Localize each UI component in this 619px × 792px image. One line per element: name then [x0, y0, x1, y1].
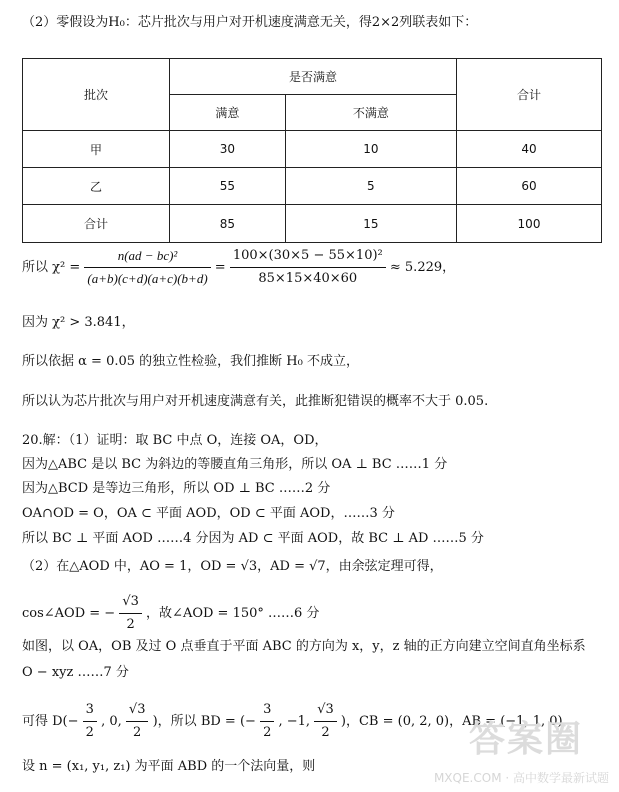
header-batch: 批次	[23, 59, 170, 131]
text-line: 因为△ABC 是以 BC 为斜边的等腰直角三角形，所以 OA ⊥ BC ……1 分	[22, 457, 448, 472]
cell: 15	[285, 205, 456, 243]
bd-num-2: √3	[314, 700, 337, 722]
d-den-2: 2	[133, 725, 142, 740]
row-label: 合计	[23, 205, 170, 243]
header-total: 合计	[457, 59, 602, 131]
chi-den-general: (a+b)(c+d)(a+c)(b+d)	[87, 271, 208, 286]
d-frac-2	[126, 700, 149, 743]
cos-num: √3	[119, 592, 142, 614]
cell: 40	[457, 131, 602, 168]
table-row	[23, 205, 602, 243]
intro-line: （2）零假设为H₀：芯片批次与用户对开机速度满意无关，得2×2列联表如下：	[22, 15, 478, 30]
bd-den-1: 2	[263, 725, 272, 740]
chi-den-values: 85×15×40×60	[258, 271, 358, 286]
d-num-2: √3	[126, 700, 149, 722]
chi-eq: =	[214, 260, 226, 275]
text-line: 因为△BCD 是等边三角形，所以 OD ⊥ BC ……2 分	[22, 481, 331, 496]
text-line: 如图，以 OA，OB 及过 O 点垂直于平面 ABC 的方向为 x，y，z 轴的正方向建立空间直角坐标系	[22, 639, 586, 654]
text-line: 所以 BC ⊥ 平面 AOD ……4 分因为 AD ⊂ 平面 AOD，故 BC ⊥ AD ……5 分	[22, 531, 484, 546]
bd-suffix: )，CB = (0, 2, 0)，AB = (−1, 1, 0)	[340, 714, 563, 729]
text-line: OA∩OD = O，OA ⊂ 平面 AOD，OD ⊂ 平面 AOD，……3 分	[22, 506, 395, 521]
chi-fraction-general	[84, 246, 210, 289]
d-frac-1	[83, 700, 97, 743]
bd-num-1: 3	[260, 700, 274, 722]
header-satisfied: 满意	[170, 95, 286, 131]
cell: 5	[285, 168, 456, 205]
cell: 55	[170, 168, 286, 205]
d-prefix: 可得 D(−	[22, 714, 79, 729]
chi-num-values: 100×(30×5 − 55×10)²	[230, 246, 386, 268]
cos-fraction	[119, 592, 142, 635]
cell: 10	[285, 131, 456, 168]
chi-num-general: n(ad − bc)²	[84, 246, 210, 268]
text-line: 因为 χ² > 3.841，	[22, 315, 135, 330]
cos-line	[22, 592, 319, 635]
bd-den-2: 2	[321, 725, 330, 740]
text-line: 所以认为芯片批次与用户对开机速度满意有关，此推断犯错误的概率不大于 0.05.	[22, 394, 489, 409]
watermark-logo: 答案圈	[468, 719, 583, 760]
d-suffix: )，所以 BD = (−	[152, 714, 256, 729]
table-row	[23, 168, 602, 205]
contingency-table	[22, 58, 602, 243]
bd-frac-2	[314, 700, 337, 743]
chi-fraction-values	[230, 246, 386, 289]
table-row	[23, 131, 602, 168]
text-line: O − xyz ……7 分	[22, 665, 129, 680]
cell: 100	[457, 205, 602, 243]
cell: 85	[170, 205, 286, 243]
chi-prefix: 所以 χ² =	[22, 260, 81, 275]
text-line: 设 n = (x₁, y₁, z₁) 为平面 ABD 的一个法向量，则	[22, 759, 316, 774]
d-num-1: 3	[83, 700, 97, 722]
cell: 60	[457, 168, 602, 205]
chi-result: ≈ 5.229，	[389, 260, 456, 275]
bd-mid: , −1,	[278, 714, 311, 729]
d-mid: , 0,	[101, 714, 122, 729]
bd-frac-1	[260, 700, 274, 743]
watermark-text: MXQE.COM · 高中数学最新试题	[433, 771, 609, 785]
header-unsatisfied: 不满意	[285, 95, 456, 131]
text-line: 所以依据 α = 0.05 的独立性检验，我们推断 H₀ 不成立，	[22, 354, 359, 369]
text-line: 20.解：（1）证明：取 BC 中点 O，连接 OA，OD，	[22, 433, 328, 448]
row-label: 乙	[23, 168, 170, 205]
chi-square-formula	[22, 246, 455, 289]
text-line: （2）在△AOD 中，AO = 1，OD = √3，AD = √7，由余弦定理可得，	[22, 559, 443, 574]
cos-den: 2	[126, 617, 135, 632]
cos-prefix: cos∠AOD = −	[22, 606, 116, 621]
cos-suffix: ，故∠AOD = 150° ……6 分	[146, 606, 320, 621]
cell: 30	[170, 131, 286, 168]
header-satisfied-group: 是否满意	[170, 59, 457, 95]
row-label: 甲	[23, 131, 170, 168]
d-den-1: 2	[85, 725, 94, 740]
